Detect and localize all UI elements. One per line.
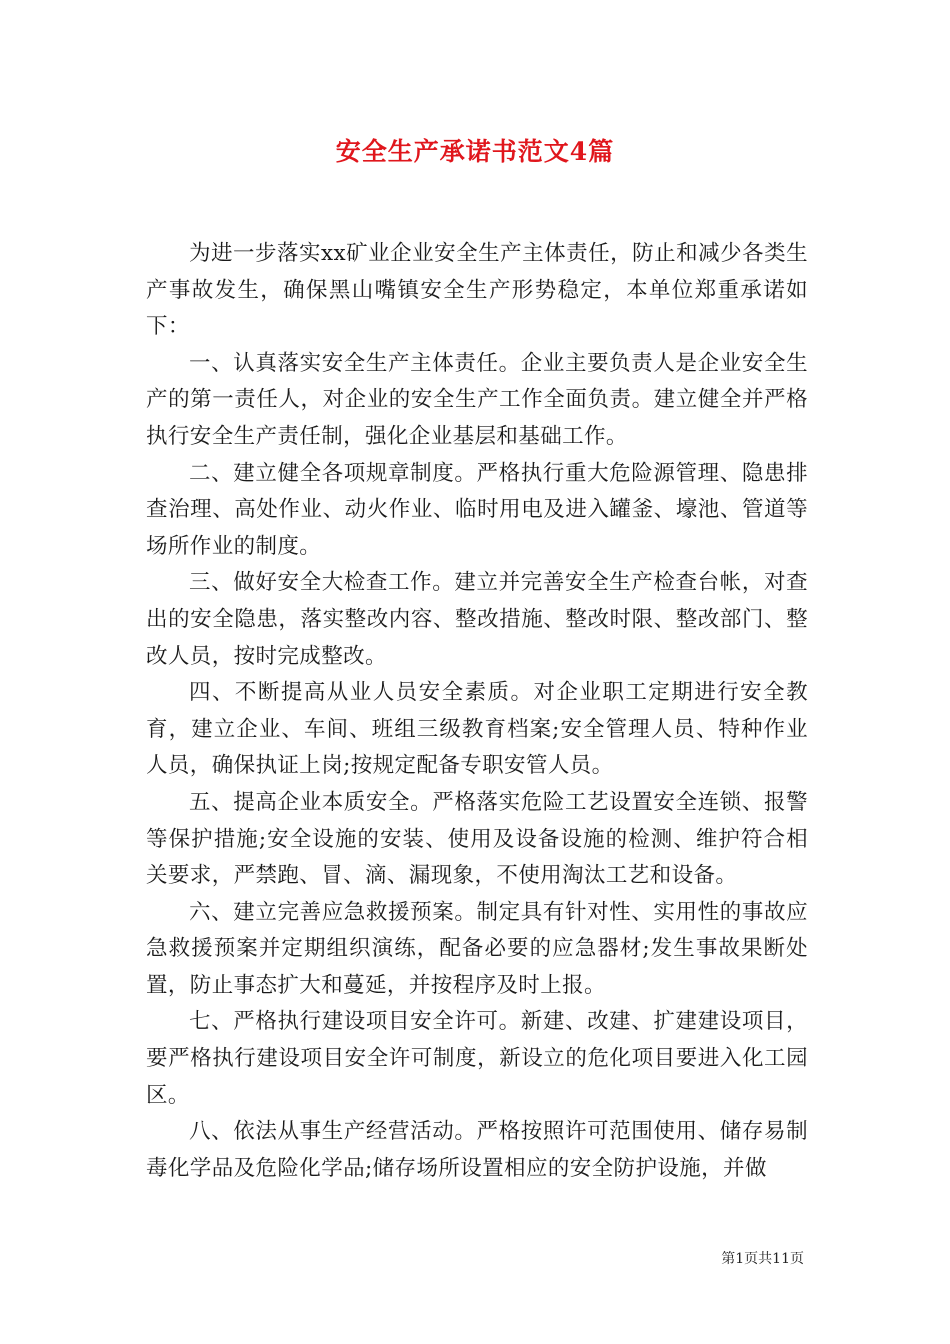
paragraph-item-4: 四、不断提高从业人员安全素质。对企业职工定期进行安全教育，建立企业、车间、班组三级教育档案;安全管理人员、特种作业人员，确保执证上岗;按规定配备专职安管人员。 bbox=[146, 680, 808, 779]
paragraph-intro: 为进一步落实xx矿业企业安全生产主体责任，防止和减少各类生产事故发生，确保黑山嘴镇安全生产形势稳定，本单位郑重承诺如下： bbox=[146, 241, 808, 340]
paragraph-item-6: 六、建立完善应急救援预案。制定具有针对性、实用性的事故应急救援预案并定期组织演练，配备必要的应急器材;发生事故果断处置，防止事态扩大和蔓延，并按程序及时上报。 bbox=[146, 899, 808, 998]
paragraph-item-1: 一、认真落实安全生产主体责任。企业主要负责人是企业安全生产的第一责任人，对企业的安全生产工作全面负责。建立健全并严格执行安全生产责任制，强化企业基层和基础工作。 bbox=[146, 350, 808, 449]
paragraph-item-5: 五、提高企业本质安全。严格落实危险工艺设置安全连锁、报警等保护措施;安全设施的安装、使用及设备设施的检测、维护符合相关要求，严禁跑、冒、滴、漏现象，不使用淘汰工艺和设备。 bbox=[146, 789, 808, 889]
paragraph-item-2: 二、建立健全各项规章制度。严格执行重大危险源管理、隐患排查治理、高处作业、动火作业、临时用电及进入罐釜、壕池、管道等场所作业的制度。 bbox=[146, 460, 808, 559]
paragraph-item-7: 七、严格执行建设项目安全许可。新建、改建、扩建建设项目，要严格执行建设项目安全许可制度，新设立的危化项目要进入化工园区。 bbox=[146, 1009, 808, 1108]
document-title: 安全生产承诺书范文4篇 bbox=[335, 137, 615, 166]
page-number: 第1页共11页 bbox=[721, 1251, 804, 1267]
paragraph-item-3: 三、做好安全大检查工作。建立并完善安全生产检查台帐，对查出的安全隐患，落实整改内容、整改措施、整改时限、整改部门、整改人员，按时完成整改。 bbox=[146, 570, 808, 669]
paragraph-item-8: 八、依法从事生产经营活动。严格按照许可范围使用、储存易制毒化学品及危险化学品;储存场所设置相应的安全防护设施，并做 bbox=[146, 1119, 808, 1181]
document-body bbox=[146, 236, 808, 1187]
